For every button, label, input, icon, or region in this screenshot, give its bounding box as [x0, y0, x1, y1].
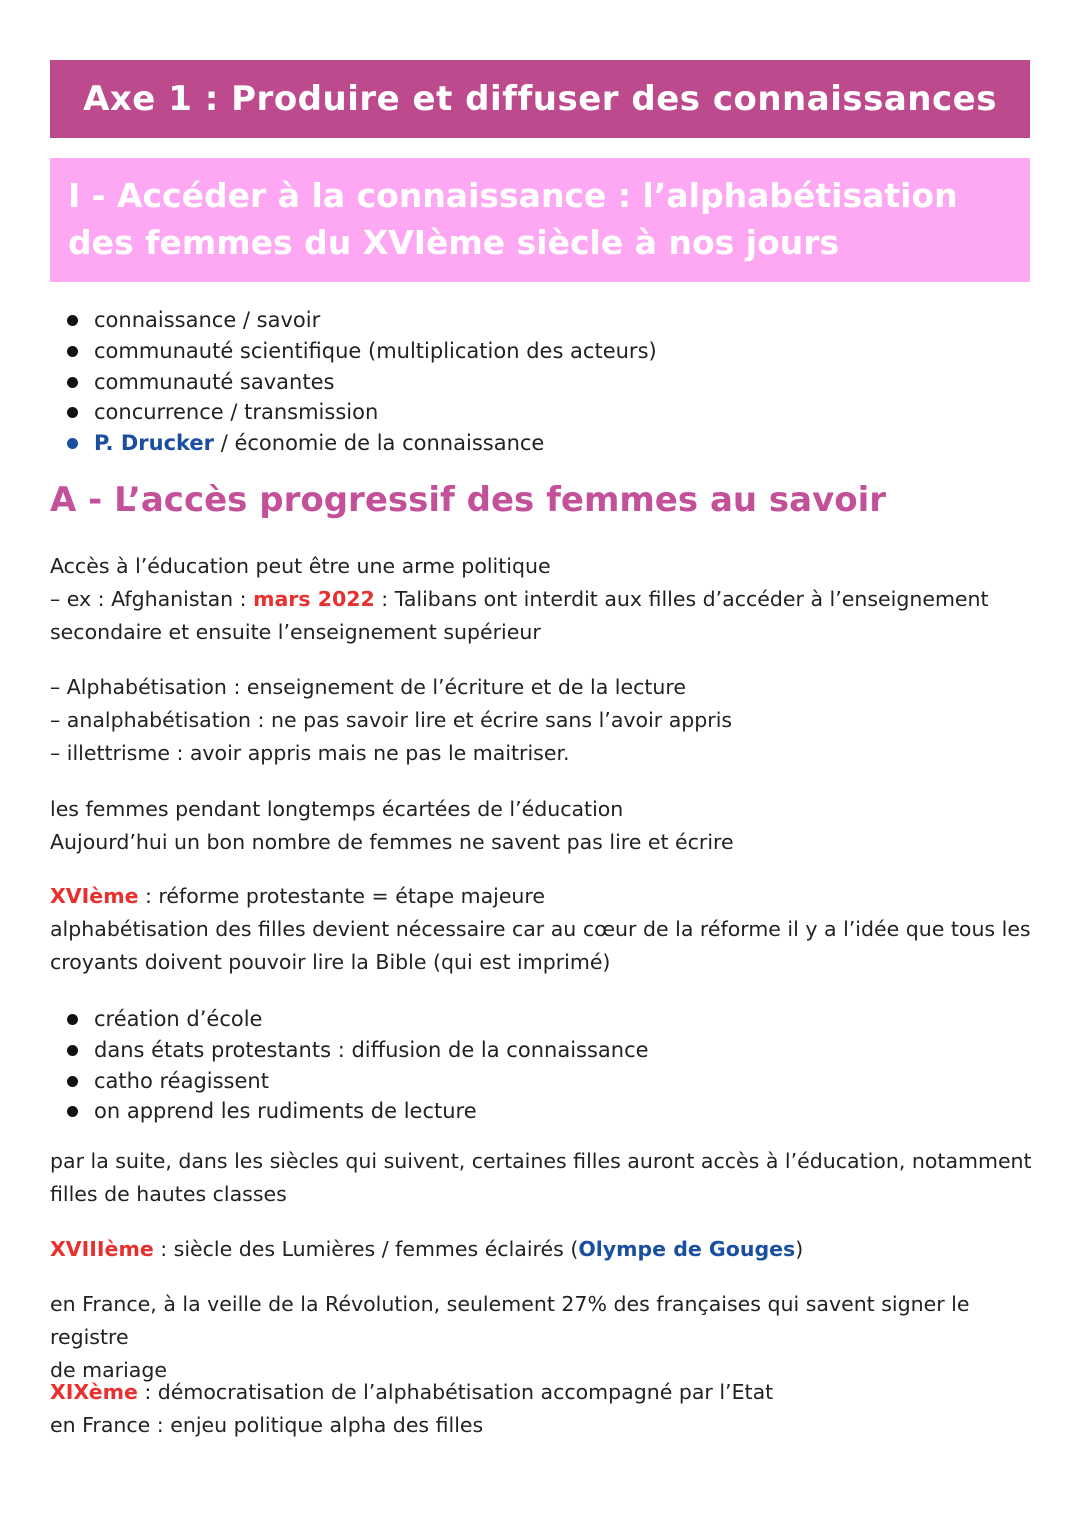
- olympe-name: Olympe de Gouges: [578, 1237, 796, 1261]
- list-item: on apprend les rudiments de lecture: [50, 1096, 649, 1127]
- section-title-line1: I - Accéder à la connaissance : l’alphabétisation: [68, 176, 958, 215]
- list-item: connaissance / savoir: [50, 305, 657, 336]
- reform-list: [50, 1004, 649, 1127]
- paragraph-women-excluded: les femmes pendant longtemps écartées de l’éducation Aujourd’hui un bon nombre de femmes ne savent pas lire et écrire: [50, 797, 734, 854]
- paragraph-later-centuries: par la suite, dans les siècles qui suivent, certaines filles auront accès à l’éducation, notamment filles de hautes classes: [50, 1149, 1032, 1206]
- drucker-name: P. Drucker: [94, 431, 215, 456]
- date-highlight: mars 2022: [253, 587, 375, 611]
- bullet-icon: [67, 407, 78, 418]
- list-item: catho réagissent: [50, 1066, 649, 1097]
- list-item: création d’école: [50, 1004, 649, 1035]
- bullet-icon: [67, 1076, 78, 1087]
- century-label: XVIIIème: [50, 1237, 154, 1261]
- paragraph-18th-century: XVIIIème : siècle des Lumières / femmes éclairés (Olympe de Gouges): [50, 1237, 804, 1261]
- section-banner: [50, 158, 1030, 282]
- bullet-icon: [67, 1106, 78, 1117]
- list-item: communauté scientifique (multiplication des acteurs): [50, 336, 657, 367]
- bullet-icon: [67, 1014, 78, 1025]
- keyword-list: [50, 305, 657, 459]
- paragraph-16th-century: XVIème : réforme protestante = étape majeure alphabétisation des filles devient nécessaire car au cœur de la réforme il y a l’idée que tous les croyants doivent pouvoir lire la Bible (qui est imprimé): [50, 884, 1031, 974]
- definitions-block: – Alphabétisation : enseignement de l’écriture et de la lecture – analphabétisation : ne pas savoir lire et écrire sans l’avoir appris – illettrisme : avoir appris mais ne pas le maitriser.: [50, 675, 733, 765]
- century-label: XVIème: [50, 884, 139, 908]
- bullet-icon: [67, 438, 78, 449]
- list-item: concurrence / transmission: [50, 397, 657, 428]
- section-title: [68, 172, 1012, 266]
- bullet-icon: [67, 346, 78, 357]
- century-label: XIXème: [50, 1380, 138, 1404]
- paragraph-revolution: en France, à la veille de la Révolution, seulement 27% des françaises qui savent signer le registre de mariage: [50, 1292, 970, 1382]
- bullet-icon: [67, 315, 78, 326]
- page-title: Axe 1 : Produire et diffuser des connaissances: [83, 79, 997, 119]
- paragraph-19th-century: XIXème : démocratisation de l’alphabétisation accompagné par l’Etat en France : enjeu politique alpha des filles: [50, 1380, 774, 1437]
- list-item: communauté savantes: [50, 367, 657, 398]
- bullet-icon: [67, 1045, 78, 1056]
- title-banner: [50, 60, 1030, 138]
- paragraph-education-weapon: Accès à l’éducation peut être une arme politique – ex : Afghanistan : mars 2022 : Talibans ont interdit aux filles d’accéder à l’enseignement secondaire et ensuite l’enseignement supérieur: [50, 554, 989, 644]
- bullet-icon: [67, 377, 78, 388]
- list-item: P. Drucker / économie de la connaissance: [50, 428, 657, 459]
- section-title-line2: des femmes du XVIème siècle à nos jours: [68, 223, 840, 262]
- list-item: dans états protestants : diffusion de la connaissance: [50, 1035, 649, 1066]
- subsection-heading: A - L’accès progressif des femmes au savoir: [50, 480, 887, 520]
